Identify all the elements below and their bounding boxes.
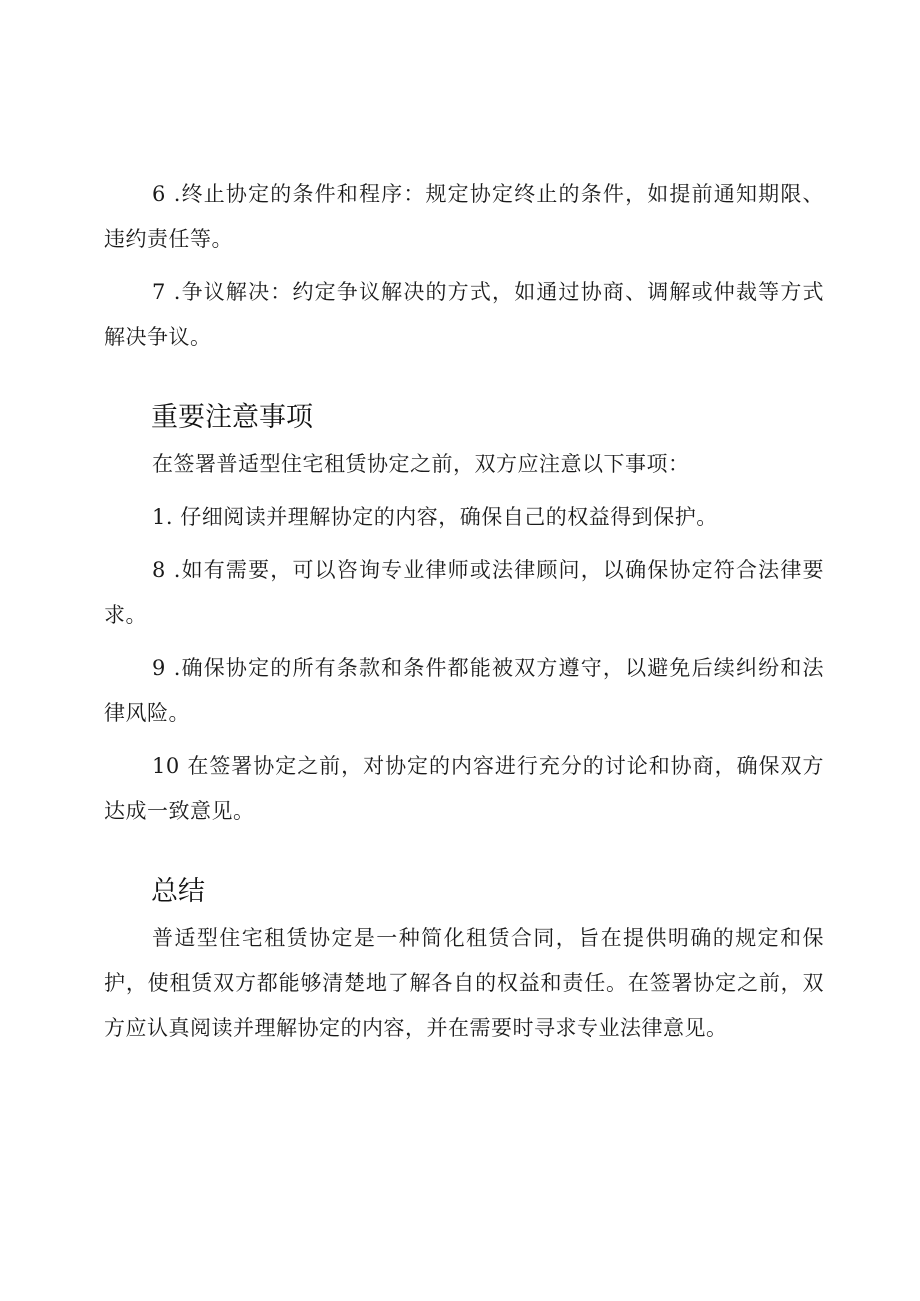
list-item-dispute-resolution: 7 .争议解决：约定争议解决的方式，如通过协商、调解或仲裁等方式解决争议。 (104, 280, 824, 349)
list-item-termination: 6 .终止协定的条件和程序：规定协定终止的条件，如提前通知期限、违约责任等。 (104, 182, 824, 251)
list-item-note-10: 10 在签署协定之前，对协定的内容进行充分的讨论和协商，确保双方达成一致意见。 (104, 754, 824, 823)
notes-intro-paragraph: 在签署普适型住宅租赁协定之前，双方应注意以下事项： (152, 452, 690, 476)
summary-paragraph: 普适型住宅租赁协定是一种简化租赁合同，旨在提供明确的规定和保护，使租赁双方都能够清楚地了解各自的权益和责任。在签署协定之前，双方应认真阅读并理解协定的内容，并在需要时寻求专业法律意见。 (104, 926, 824, 1040)
list-item-note-1: 1. 仔细阅读并理解协定的内容，确保自己的权益得到保护。 (152, 505, 718, 529)
section-heading-summary: 总结 (151, 876, 205, 907)
section-heading-notes: 重要注意事项 (151, 402, 313, 433)
document-content (104, 172, 824, 1051)
list-item-note-9: 9 .确保协定的所有条款和条件都能被双方遵守，以避免后续纠纷和法律风险。 (104, 656, 824, 725)
list-item-note-8: 8 .如有需要，可以咨询专业律师或法律顾问，以确保协定符合法律要求。 (104, 558, 824, 627)
section-spacer (104, 360, 824, 398)
section-spacer (104, 834, 824, 872)
